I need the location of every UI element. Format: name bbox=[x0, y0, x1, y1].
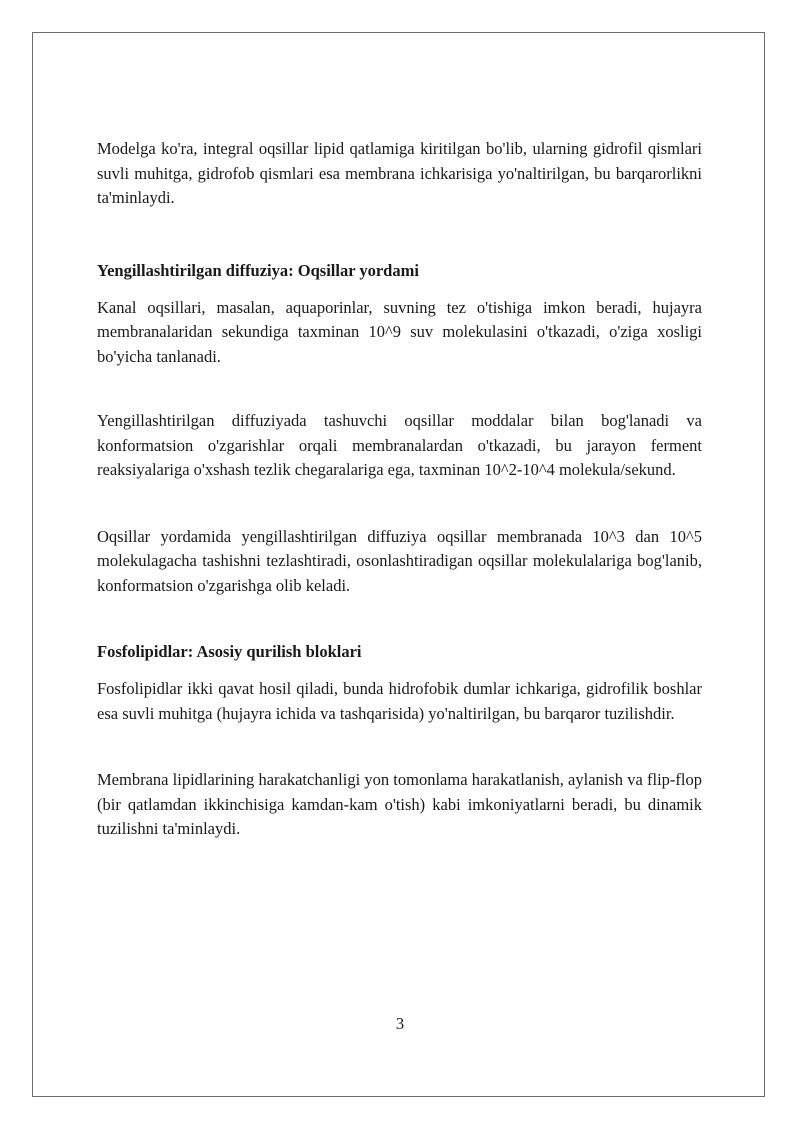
paragraph-carrier-proteins: Yengillashtirilgan diffuziyada tashuvchi oqsillar moddalar bilan bog'lanadi va konformatsion o'zgarishlar orqali membranalardan o'tkazadi, bu jarayon ferment reaksiyalariga o'xshash tezlik chegaralariga ega, taxminan 10^2-10^4 molekula/sekund. bbox=[97, 411, 702, 479]
paragraph-protein-assisted-diffusion: Oqsillar yordamida yengillashtirilgan diffuziya oqsillar membranada 10^3 dan 10^5 molekulagacha tashishni tezlashtiradi, osonlashtiradigan oqsillar molekulalariga bog'lanib, konformatsion o'zgarishga olib keladi. bbox=[97, 526, 702, 595]
paragraph-bilayer: Fosfolipidlar ikki qavat hosil qiladi, bunda hidrofobik dumlar ichkariga, gidrofilik boshlar esa suvli muhitga (hujayra ichida va tashqarisida) yo'naltirilgan, bu barqaror tuzilishdir. bbox=[97, 679, 702, 723]
paragraph-integral-proteins: Modelga ko'ra, integral oqsillar lipid qatlamiga kiritilgan bo'lib, ularning gidrofil qismlari suvli muhitga, gidrofob qismlari esa membrana ichkarisiga yo'naltirilgan, bu barqarorlikni ta'minlaydi. bbox=[97, 139, 702, 207]
heading-phospholipids: Fosfolipidlar: Asosiy qurilish bloklari bbox=[97, 642, 362, 661]
paragraph-channel-proteins: Kanal oqsillari, masalan, aquaporinlar, suvning tez o'tishiga imkon beradi, hujayra membranalaridan sekundiga taxminan 10^9 suv molekulasini o'tkazadi, o'ziga xosligi bo'yicha tanlanadi. bbox=[97, 297, 702, 366]
heading-facilitated-diffusion: Yengillashtirilgan diffuziya: Oqsillar yordami bbox=[97, 260, 419, 280]
page-content bbox=[97, 137, 702, 842]
page-number: 3 bbox=[395, 1014, 405, 1033]
paragraph-lipid-mobility: Membrana lipidlarining harakatchanligi yon tomonlama harakatlanish, aylanish va flip-flop (bir qatlamdan ikkinchisiga kamdan-kam o'tish) kabi imkoniyatlarni beradi, bu dinamik tuzilishni ta'minlaydi. bbox=[97, 770, 702, 838]
